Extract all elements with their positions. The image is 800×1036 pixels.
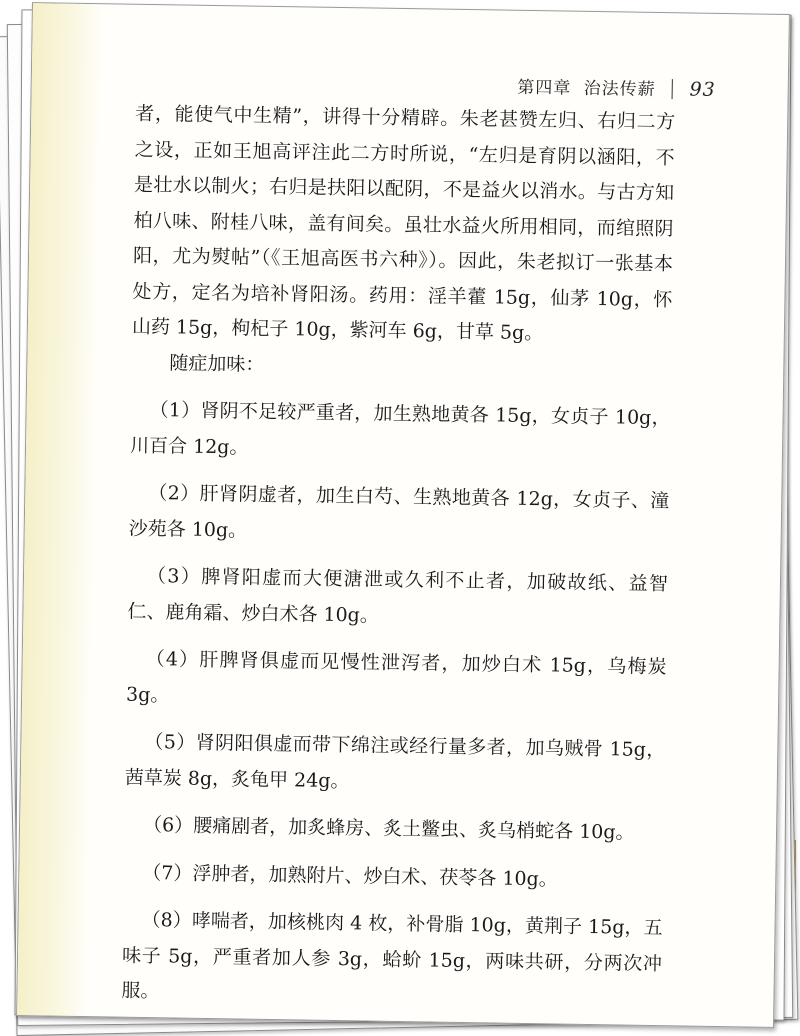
list-item (128, 476, 669, 555)
list-item (125, 725, 666, 804)
list-item-text: （3）脾肾阳虚而大便溏泄或久利不止者，加破故纸、益智仁、鹿角霜、炒白术各 10g。 (127, 564, 669, 627)
chapter-label: 第四章 (517, 77, 572, 99)
list-item (124, 808, 664, 852)
header-divider (672, 79, 673, 99)
list-item-text: （5）肾阴阳俱虚而带下绵注或经行量多者，加乌贼骨 15g，茜草炭 8g，炙龟甲 24g。 (124, 730, 666, 792)
paragraph: 者，能使气中生精”，讲得十分精辟。朱老甚赞左归、右归二方之设，正如王旭高评注此二方时所说，“左归是育阴以涵阳，不是壮水以制火；右归是扶阳以配阴，不是益火以消水。与古方知柏八味、附桂八味，盖有间矣。虽壮水益火所用相同，而绾照阴阳，尤为熨帖”（《王旭高医书六种》）。因此，朱老拟订一张基本处方，定名为培补肾阳汤。药用：淫羊藿 15g，仙茅 10g，怀山药 15g，枸杞子 10g，紫河车 6g，甘草 5g。 (131, 102, 676, 345)
list-item-text: （1）肾阴不足较严重者，加生熟地黄各 15g，女贞子 10g，川百合 12g。 (129, 399, 671, 459)
list-item-text: （2）肝肾阴虚者，加生白芍、生熟地黄各 12g，女贞子、潼沙苑各 10g。 (128, 481, 670, 542)
list-item (121, 903, 663, 1018)
list-item-text: （7）浮肿者，加熟附片、炒白术、茯苓各 10g。 (142, 861, 558, 890)
page-number: 93 (689, 78, 716, 101)
page-gutter-shading (17, 3, 103, 1016)
list-item (126, 642, 667, 721)
body-text (121, 97, 675, 1018)
list-item-text: （6）腰痛剧者，加炙蜂房、炙土鳖虫、炙乌梢蛇各 10g。 (142, 813, 635, 844)
running-header (517, 73, 716, 101)
list-item (127, 559, 668, 638)
list-item (123, 855, 663, 899)
list-item-text: （4）肝脾肾俱虚而见慢性泄泻者，加炒白术 15g，乌梅炭 3g。 (125, 647, 667, 706)
list-item (130, 393, 671, 472)
book-page (16, 2, 790, 1028)
list-item-text: （8）哮喘者，加核桃肉 4 枚，补骨脂 10g，黄荆子 15g，五味子 5g，严重者加人参 3g，蛤蚧 15g，两味共研，分两次冲服。 (121, 908, 663, 1003)
paragraph: 随症加味： (169, 351, 265, 376)
section-title: 治法传薪 (583, 78, 656, 100)
